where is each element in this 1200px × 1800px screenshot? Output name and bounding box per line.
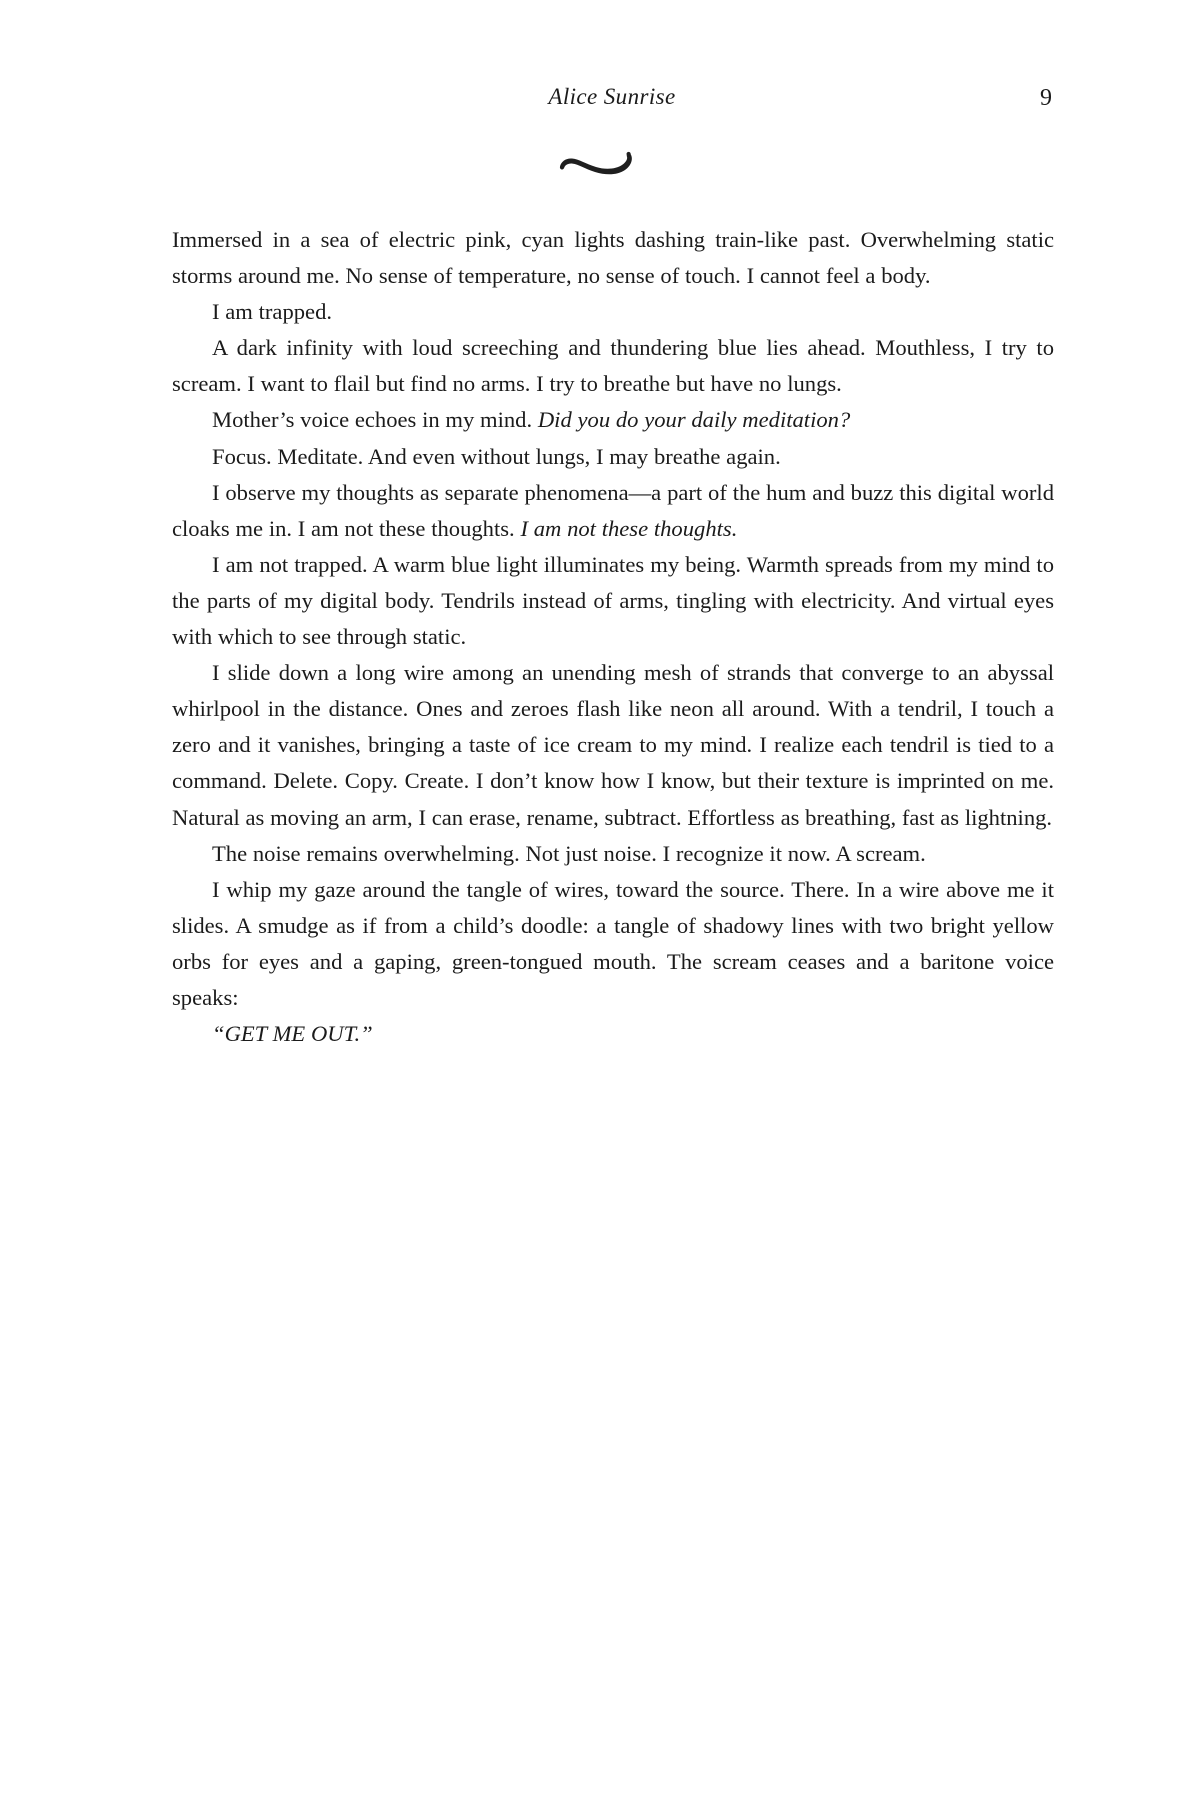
text-run: I slide down a long wire among an unending mesh of strands that converge to an abyssal whirlpool in the distance. Ones and zeroes flash like neon all around. With a tendril, I touch a zero and it vanishes, bringing a taste of ice cream to my mind. I realize each tendril is tied to a command. Delete. Copy. Create. I don’t know how I know, but their texture is imprinted on me. Natural as moving an arm, I can erase, rename, subtract. Effortless as breathing, fast as lightning. [172,660,1054,830]
text-run: I observe my thoughts as separate phenomena—a part of the hum and buzz this digital world cloaks me in. I am not these thoughts. [172,479,1054,541]
text-run: The noise remains overwhelming. Not just noise. I recognize it now. A scream. [212,840,926,866]
paragraph [172,402,1054,438]
running-head [172,82,1052,118]
section-ornament [0,140,1200,180]
paragraph [172,294,1054,330]
text-run: Focus. Meditate. And even without lungs, I may breathe again. [212,443,781,469]
paragraph [172,330,1054,402]
running-head-title: Alice Sunrise [548,84,676,109]
text-run: I am not trapped. A warm blue light illuminates my being. Warmth spreads from my mind to the parts of my digital body. Tendrils instead of arms, tingling with electricity. And virtual eyes with which to see through static. [172,551,1054,650]
paragraph [172,222,1054,294]
paragraph [172,655,1054,835]
text-run: A dark infinity with loud screeching and thundering blue lies ahead. Mouthless, I try to scream. I want to flail but find no arms. I try to breathe but have no lungs. [172,335,1054,397]
paragraph [172,1016,1054,1052]
italic-run: “GET ME OUT.” [212,1021,373,1047]
italic-run: Did you do your daily meditation? [537,407,851,433]
page-number: 9 [1040,85,1052,111]
text-run: Immersed in a sea of electric pink, cyan lights dashing train-like past. Overwhelming static storms around me. No sense of temperature, no sense of touch. I cannot feel a body. [172,227,1054,289]
text-run: Mother’s voice echoes in my mind. [212,407,538,433]
text-run: I whip my gaze around the tangle of wires, toward the source. There. In a wire above me it slides. A smudge as if from a child’s doodle: a tangle of shadowy lines with two bright yellow orbs for eyes and a gaping, green-tongued mouth. The scream ceases and a baritone voice speaks: [172,876,1054,1010]
paragraph [172,836,1054,872]
paragraph [172,439,1054,475]
paragraph [172,872,1054,1016]
paragraph [172,547,1054,655]
italic-run: I am not these thoughts. [520,515,738,541]
body-text [172,222,1054,1052]
paragraph [172,475,1054,547]
text-run: I am trapped. [212,299,333,325]
swash-ornament-icon [552,151,648,168]
